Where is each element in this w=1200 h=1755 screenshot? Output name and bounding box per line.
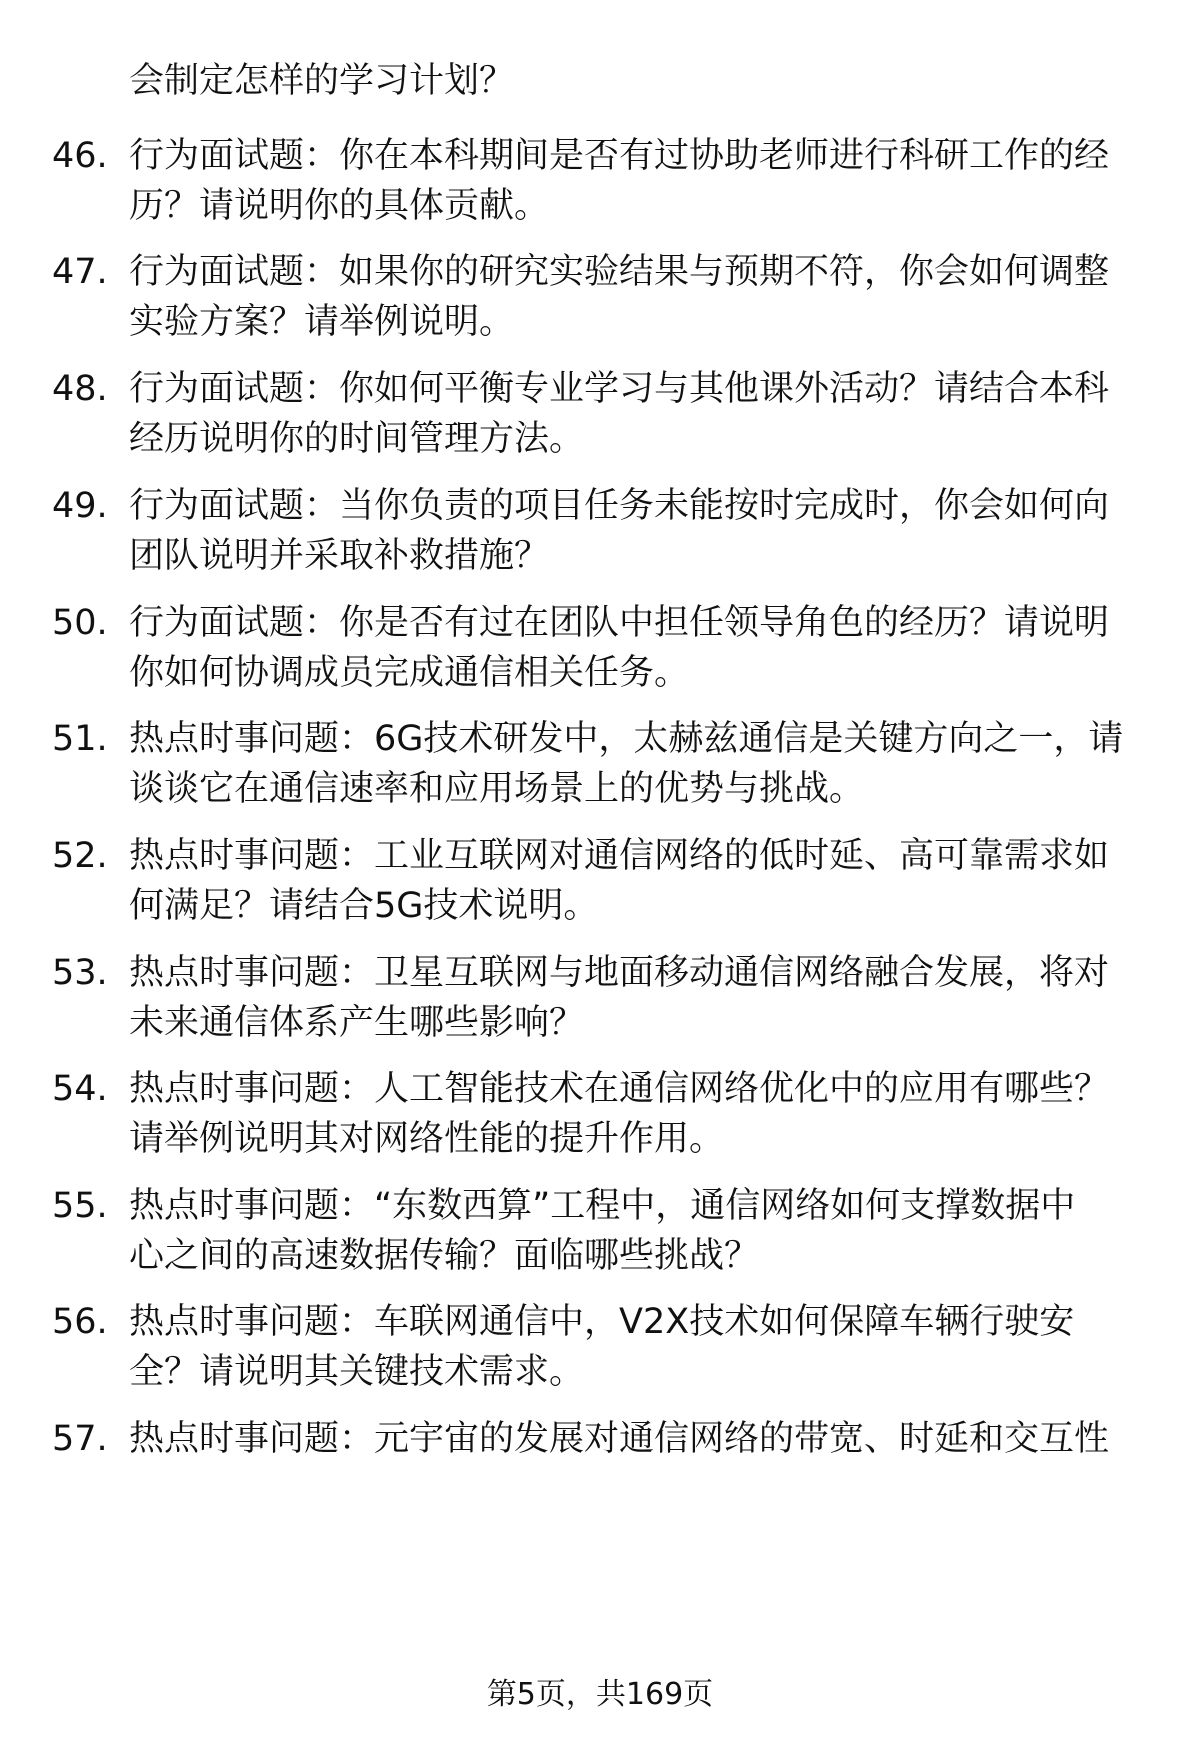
question-text xyxy=(129,1414,1149,1464)
question-line-1: 行为面试题：如果你的研究实验结果与预期不符，你会如何调整 xyxy=(129,252,1110,292)
question-line-2: 经历说明你的时间管理方法。 xyxy=(129,419,585,459)
page-footer: 第5页，共169页 xyxy=(486,1677,714,1712)
question-line-1: 行为面试题：当你负责的项目任务未能按时完成时，你会如何向 xyxy=(129,486,1110,526)
question-line-1: 热点时事问题：卫星互联网与地面移动通信网络融合发展，将对 xyxy=(129,953,1110,993)
continuation-line: 会制定怎样的学习计划？ xyxy=(129,61,515,101)
question-line-1: 热点时事问题：“东数西算”工程中，通信网络如何支撑数据中 xyxy=(129,1186,1076,1226)
question-text xyxy=(129,714,1149,814)
question-text xyxy=(129,1297,1149,1397)
question-line-2: 请举例说明其对网络性能的提升作用。 xyxy=(129,1119,725,1159)
question-line-1: 热点时事问题：车联网通信中，V2X技术如何保障车辆行驶安 xyxy=(129,1302,1075,1342)
question-line-2: 团队说明并采取补救措施？ xyxy=(129,536,550,576)
question-line-2: 未来通信体系产生哪些影响？ xyxy=(129,1003,585,1043)
question-text xyxy=(129,831,1149,931)
question-number: 56. xyxy=(52,1302,108,1342)
question-line-1: 热点时事问题：人工智能技术在通信网络优化中的应用有哪些？ xyxy=(129,1069,1110,1109)
question-text xyxy=(129,364,1149,464)
question-number: 51. xyxy=(52,719,108,759)
question-line-2: 历？请说明你的具体贡献。 xyxy=(129,186,550,226)
question-line-2: 实验方案？请举例说明。 xyxy=(129,302,515,342)
question-number: 47. xyxy=(52,252,108,292)
question-number: 49. xyxy=(52,486,108,526)
question-line-2: 全？请说明其关键技术需求。 xyxy=(129,1352,585,1392)
question-text xyxy=(129,481,1149,581)
question-number: 52. xyxy=(52,836,108,876)
question-number: 54. xyxy=(52,1069,108,1109)
question-number: 57. xyxy=(52,1419,108,1459)
question-line-2: 何满足？请结合5G技术说明。 xyxy=(129,886,599,926)
question-text xyxy=(129,948,1149,1048)
question-line-1: 热点时事问题：工业互联网对通信网络的低时延、高可靠需求如 xyxy=(129,836,1110,876)
question-text xyxy=(129,1181,1149,1281)
question-line-2: 心之间的高速数据传输？面临哪些挑战？ xyxy=(129,1236,760,1276)
question-line-1: 行为面试题：你是否有过在团队中担任领导角色的经历？请说明 xyxy=(129,603,1110,643)
question-number: 50. xyxy=(52,603,108,643)
question-text xyxy=(129,131,1149,231)
question-number: 46. xyxy=(52,136,108,176)
question-line-2: 谈谈它在通信速率和应用场景上的优势与挑战。 xyxy=(129,769,865,809)
question-line-1: 热点时事问题：6G技术研发中，太赫兹通信是关键方向之一，请 xyxy=(129,719,1124,759)
question-number: 55. xyxy=(52,1186,108,1226)
question-text xyxy=(129,247,1149,347)
question-line-1: 行为面试题：你在本科期间是否有过协助老师进行科研工作的经 xyxy=(129,136,1110,176)
question-text xyxy=(129,1064,1149,1164)
question-line-1: 行为面试题：你如何平衡专业学习与其他课外活动？请结合本科 xyxy=(129,369,1110,409)
question-text xyxy=(129,598,1149,698)
question-line-1: 热点时事问题：元宇宙的发展对通信网络的带宽、时延和交互性 xyxy=(129,1419,1110,1459)
question-line-2: 你如何协调成员完成通信相关任务。 xyxy=(129,653,690,693)
question-number: 53. xyxy=(52,953,108,993)
question-number: 48. xyxy=(52,369,108,409)
